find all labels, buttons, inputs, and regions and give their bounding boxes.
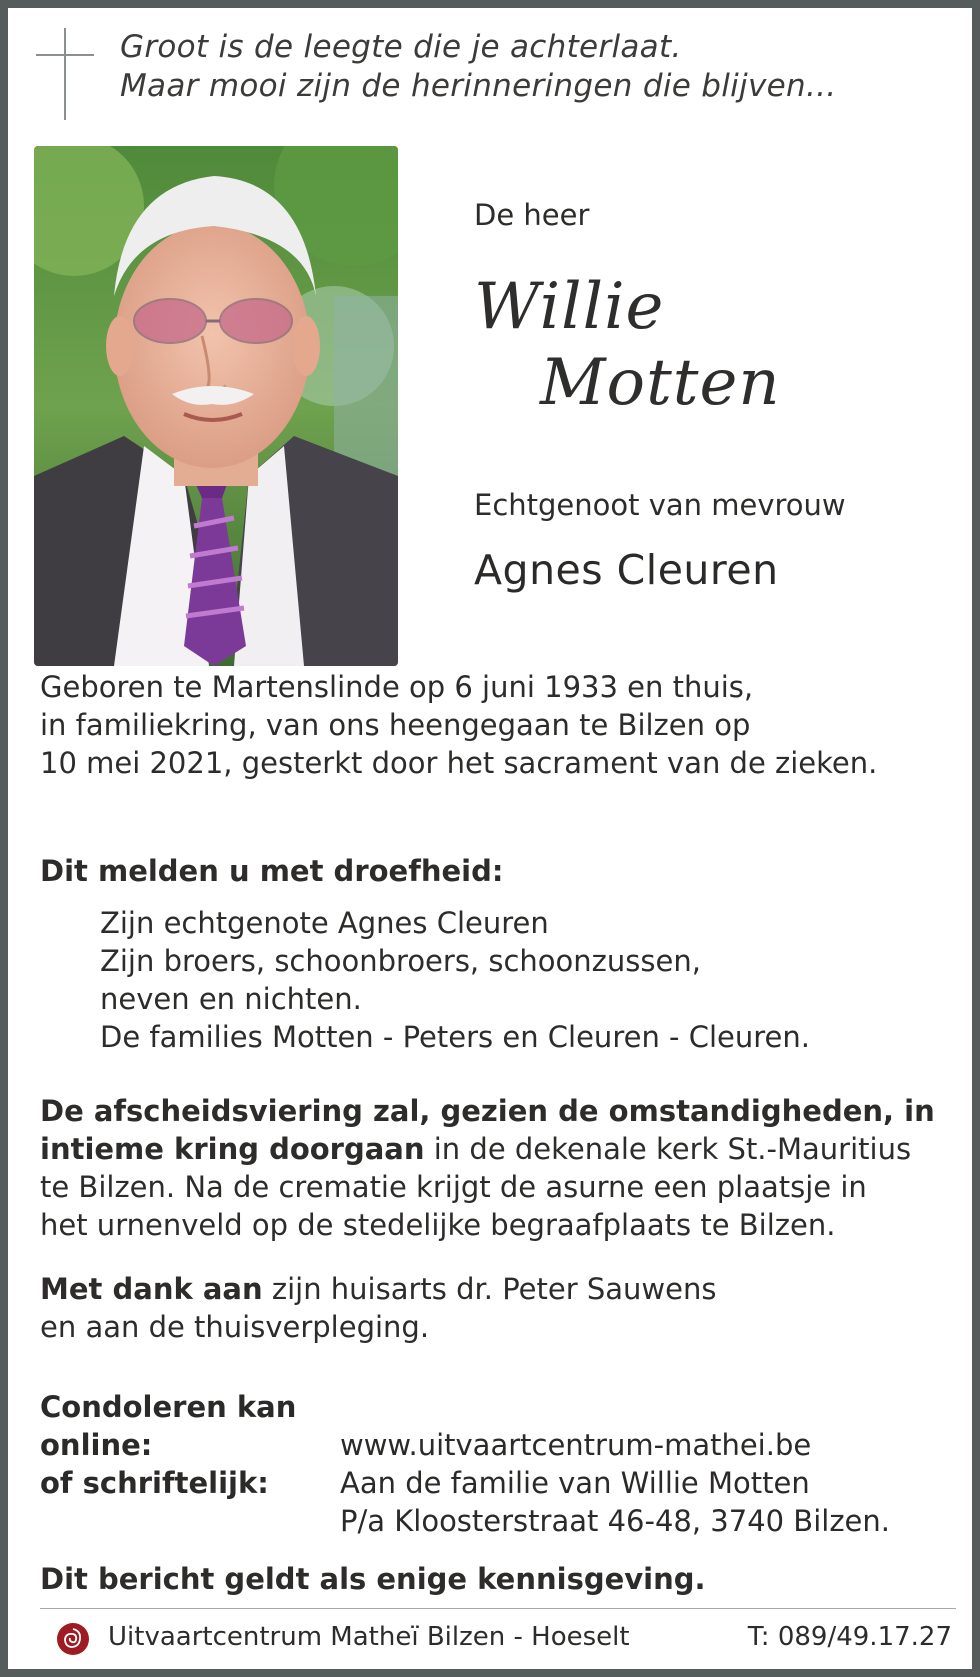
announcer-line: Zijn broers, schoonbroers, schoonzussen, — [100, 944, 701, 978]
footer — [40, 1614, 956, 1664]
last-name: Motten — [540, 346, 781, 420]
opening-quote — [120, 28, 960, 106]
birth-line: Geboren te Martenslinde op 6 juni 1933 en thuis, — [40, 670, 754, 704]
ceremony-line: te Bilzen. Na de crematie krijgt de asurne een plaatsje in — [40, 1170, 867, 1204]
funeral-home-name: Uitvaartcentrum Matheï Bilzen - Hoeselt — [108, 1622, 630, 1652]
announcers-section — [40, 852, 960, 1056]
thanks-line: en aan de thuisverpleging. — [40, 1310, 430, 1344]
first-name: Willie — [474, 270, 665, 344]
spouse-name: Agnes Cleuren — [474, 546, 779, 594]
footer-divider — [40, 1608, 956, 1609]
ceremony-text: in de dekenale kerk St.-Mauritius — [424, 1132, 912, 1166]
condolences-heading: Condoleren kan — [40, 1390, 297, 1424]
honorific: De heer — [474, 198, 590, 232]
announcer-line: neven en nichten. — [100, 982, 362, 1016]
written-address-line: P/a Kloosterstraat 46-48, 3740 Bilzen. — [340, 1504, 890, 1538]
online-link[interactable]: www.uitvaartcentrum-mathei.be — [340, 1428, 812, 1462]
announcer-line: De families Motten - Peters en Cleuren - Cleuren. — [100, 1020, 810, 1054]
quote-line-2: Maar mooi zijn de herinneringen die blijven... — [120, 68, 837, 104]
quote-line-1: Groot is de leegte die je achterlaat. — [120, 29, 682, 65]
notice: Dit bericht geldt als enige kennisgeving. — [40, 1562, 706, 1596]
ceremony-line — [40, 1130, 960, 1168]
ceremony-bold: intieme kring doorgaan — [40, 1132, 425, 1166]
ceremony-line: De afscheidsviering zal, gezien de omstandigheden, in — [40, 1094, 935, 1128]
spouse-label: Echtgenoot van mevrouw — [474, 488, 846, 522]
portrait-photo — [34, 146, 398, 666]
birth-line: 10 mei 2021, gesterkt door het sacrament van de zieken. — [40, 746, 878, 780]
online-label: online: — [40, 1428, 153, 1462]
thanks-text: zijn huisarts dr. Peter Sauwens — [262, 1272, 717, 1306]
written-label: of schriftelijk: — [40, 1466, 269, 1500]
rose-logo-icon — [56, 1622, 90, 1656]
condolences-section — [40, 1388, 960, 1540]
phone-number[interactable]: T: 089/49.17.27 — [747, 1622, 952, 1652]
thanks-bold: Met dank aan — [40, 1272, 263, 1306]
cross-icon — [36, 28, 94, 120]
birth-line: in familiekring, van ons heengegaan te Bilzen op — [40, 708, 751, 742]
ceremony-line: het urnenveld op de stedelijke begraafplaats te Bilzen. — [40, 1208, 836, 1242]
announcers-heading: Dit melden u met droefheid: — [40, 854, 504, 888]
ceremony-paragraph — [40, 1092, 960, 1244]
thanks-paragraph — [40, 1270, 960, 1346]
thanks-line — [40, 1270, 960, 1308]
written-address-line: Aan de familie van Willie Motten — [340, 1466, 810, 1500]
birth-paragraph — [40, 668, 960, 782]
announcer-line: Zijn echtgenote Agnes Cleuren — [100, 906, 549, 940]
